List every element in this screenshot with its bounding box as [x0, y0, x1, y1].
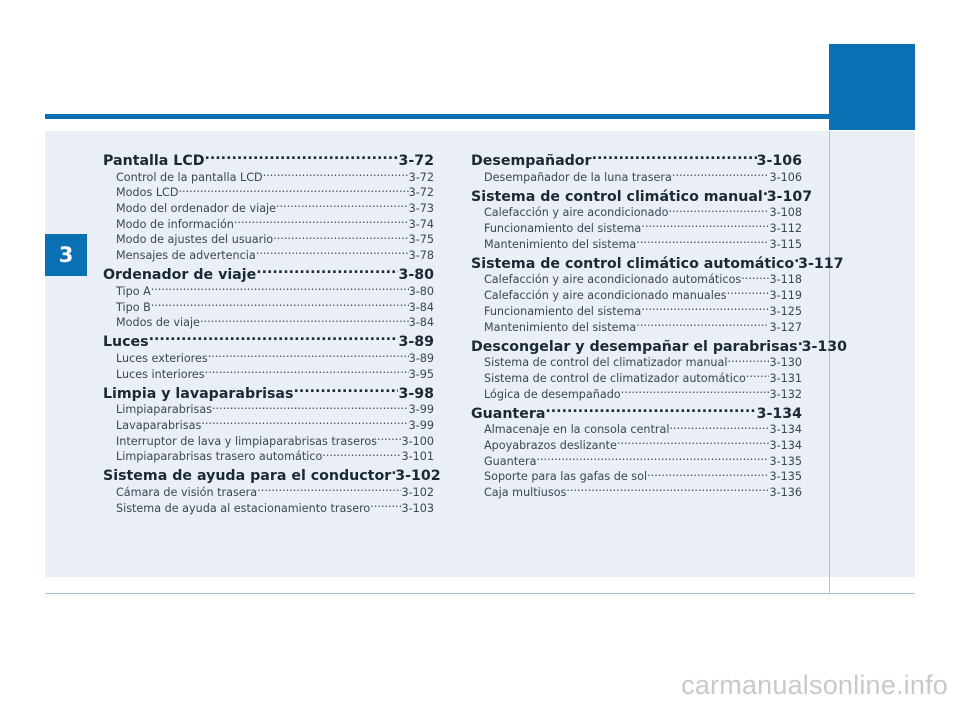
toc-section-title: Luces [103, 334, 149, 351]
toc-item-page: 3-118 [769, 273, 802, 287]
dot-leader [322, 445, 401, 461]
toc-item-page: 3-103 [401, 501, 434, 515]
toc-section-page: 3-72 [398, 153, 434, 169]
toc-item-title: Funcionamiento del sistema [484, 304, 642, 318]
watermark: carmanualsonline.info [681, 670, 948, 700]
toc-section-page: 3-106 [756, 153, 802, 169]
dot-leader [257, 480, 401, 496]
dot-leader [545, 398, 756, 418]
dot-leader [669, 418, 769, 434]
toc-item-title: Desempañador de la luna trasera [484, 170, 672, 184]
toc-section-page: 3-134 [756, 405, 802, 422]
toc-item-title: Limpiaparabrisas [116, 403, 213, 417]
toc-item-title: Mensajes de advertencia [116, 249, 256, 263]
toc-section-entry[interactable] [471, 145, 802, 169]
toc-section-page: 3-130 [801, 338, 848, 355]
dot-leader [566, 480, 769, 496]
toc-item-title: Tipo B [116, 300, 151, 314]
toc-item-title: Almacenaje en la consola central [484, 423, 670, 437]
dot-leader [201, 413, 408, 429]
toc-section-title: Sistema de control climático manual [471, 188, 763, 205]
dot-leader [668, 201, 769, 217]
toc-item-page: 3-125 [769, 304, 802, 318]
toc-item-entry[interactable] [103, 279, 434, 298]
dot-leader [728, 351, 770, 367]
toc-item-page: 3-119 [769, 289, 802, 303]
dot-leader [151, 295, 409, 311]
toc-item-page: 3-78 [408, 249, 434, 263]
dot-leader [641, 216, 769, 232]
toc-item-entry[interactable] [103, 295, 434, 314]
toc-item-page: 3-102 [401, 486, 434, 499]
dot-leader [763, 181, 767, 201]
toc-column-right [471, 145, 848, 499]
toc-item-title: Modo de ajustes del usuario [116, 233, 274, 247]
toc-item-page: 3-127 [769, 320, 802, 334]
toc-item-title: Luces interiores [116, 367, 205, 381]
toc-item-title: Modos de viaje [116, 316, 200, 330]
toc-section-entry[interactable] [103, 326, 434, 351]
dot-leader [273, 228, 408, 244]
dot-leader [798, 331, 802, 351]
toc-item-title: Sistema de control de climatizador automático [484, 371, 746, 385]
dot-leader [621, 382, 770, 398]
dot-leader [391, 460, 395, 480]
toc-item-page: 3-100 [401, 434, 434, 448]
toc-item-page: 3-74 [408, 217, 434, 231]
toc-item-page: 3-72 [408, 186, 434, 200]
toc-item-page: 3-108 [769, 206, 802, 220]
toc-item-title: Calefacción y aire acondicionado [484, 206, 669, 220]
toc-item-page: 3-135 [769, 470, 802, 484]
toc-item-page: 3-135 [769, 454, 802, 468]
toc-item-title: Modos LCD [116, 186, 179, 200]
chapter-number: 3 [58, 243, 74, 267]
toc-item-page: 3-136 [769, 486, 802, 499]
toc-item-title: Interruptor de lava y limpiaparabrisas traseros [116, 434, 378, 448]
dot-leader [293, 378, 398, 398]
toc-item-title: Calefacción y aire acondicionado automáticos [484, 273, 742, 287]
toc-item-page: 3-72 [408, 170, 434, 184]
dot-leader [536, 449, 769, 465]
dot-leader [636, 315, 769, 331]
toc-item-title: Sistema de ayuda al estacionamiento trasero [116, 501, 371, 515]
dot-leader [205, 362, 409, 378]
toc-item-page: 3-73 [408, 202, 434, 216]
toc-item-title: Modo del ordenador de viaje [116, 202, 277, 216]
toc-item-title: Lógica de desempañado [484, 387, 621, 401]
toc-item-page: 3-115 [769, 237, 802, 251]
toc-section-title: Descongelar y desempañar el parabrisas [471, 338, 798, 355]
toc-item-title: Lavaparabrisas [116, 418, 202, 432]
toc-item-page: 3-131 [769, 371, 802, 385]
toc-section-entry[interactable] [103, 145, 434, 169]
toc-item-page: 3-132 [769, 387, 802, 401]
dot-leader [208, 346, 409, 362]
dot-leader [151, 279, 409, 295]
panel-divider [829, 131, 830, 593]
dot-leader [212, 398, 409, 414]
toc-section-title: Sistema de control climático automático [471, 255, 795, 272]
toc-item-title: Soporte para las gafas de sol [484, 470, 648, 484]
toc-item-page: 3-134 [769, 423, 802, 437]
dot-leader [592, 145, 757, 165]
toc-section-title: Desempañador [471, 153, 592, 169]
toc-item-page: 3-130 [769, 356, 802, 370]
toc-item-page: 3-84 [408, 300, 434, 314]
toc-item-title: Cámara de visión trasera [116, 486, 258, 499]
toc-item-page: 3-134 [769, 438, 802, 452]
toc-section-title: Ordenador de viaje [103, 267, 257, 284]
toc-item-page: 3-80 [408, 284, 434, 298]
top-rule [45, 114, 915, 119]
chapter-color-block [829, 44, 915, 130]
dot-leader [234, 212, 409, 228]
dot-leader [205, 145, 399, 165]
toc-column-left [103, 145, 441, 515]
toc-item-page: 3-101 [401, 450, 434, 464]
dot-leader [256, 259, 398, 279]
toc-item-title: Mantenimiento del sistema [484, 237, 637, 251]
toc-item-title: Guantera [484, 454, 537, 468]
toc-section-page: 3-107 [766, 188, 813, 205]
toc-item-title: Tipo A [116, 284, 151, 298]
toc-item-page: 3-99 [408, 418, 434, 432]
toc-item-title: Luces exteriores [116, 351, 208, 365]
toc-item-title: Mantenimiento del sistema [484, 320, 637, 334]
toc-item-page: 3-95 [408, 367, 434, 381]
dot-leader [647, 465, 769, 481]
dot-leader [263, 165, 409, 181]
toc-item-page: 3-106 [769, 170, 802, 184]
dot-leader [149, 326, 399, 346]
toc-section-title: Sistema de ayuda para el conductor [103, 468, 392, 485]
dot-leader [741, 268, 769, 284]
dot-leader [370, 496, 401, 512]
dot-leader [256, 243, 409, 259]
dot-leader [617, 433, 770, 449]
dot-leader [672, 165, 770, 181]
toc-item-page: 3-75 [408, 233, 434, 247]
dot-leader [794, 248, 798, 268]
toc-item-title: Apoyabrazos deslizante [484, 438, 617, 452]
dot-leader [377, 429, 401, 445]
dot-leader [746, 366, 770, 382]
toc-item-title: Sistema de control del climatizador manual [484, 356, 728, 370]
toc-item-page: 3-84 [408, 316, 434, 330]
toc-section-title: Pantalla LCD [103, 153, 205, 169]
toc-item-title: Caja multiusos [484, 486, 567, 499]
toc-item-title: Calefacción y aire acondicionado manuales [484, 289, 727, 303]
dot-leader [641, 299, 769, 315]
toc-item-entry[interactable] [103, 311, 434, 330]
toc-item-page: 3-89 [408, 351, 434, 365]
dot-leader [727, 283, 770, 299]
toc-item-title: Funcionamiento del sistema [484, 222, 642, 236]
dot-leader [636, 232, 769, 248]
toc-section-page: 3-98 [398, 385, 434, 402]
toc-section-page: 3-89 [398, 334, 434, 351]
chapter-tab[interactable] [45, 234, 87, 276]
bottom-rule [45, 593, 915, 594]
toc-item-title: Limpiaparabrisas trasero automático [116, 450, 323, 464]
toc-item-page: 3-112 [769, 222, 802, 236]
toc-section-title: Limpia y lavaparabrisas [103, 385, 294, 402]
toc-section-title: Guantera [471, 405, 546, 422]
toc-section-page: 3-102 [395, 468, 441, 485]
dot-leader [276, 196, 409, 212]
toc-item-page: 3-99 [408, 403, 434, 417]
dot-leader [200, 311, 409, 327]
toc-item-title: Modo de información [116, 217, 234, 231]
toc-item-title: Control de la pantalla LCD [116, 170, 263, 184]
dot-leader [179, 181, 409, 197]
toc-section-page: 3-117 [798, 255, 844, 272]
toc-item-entry[interactable] [103, 346, 434, 365]
toc-section-page: 3-80 [398, 267, 434, 284]
